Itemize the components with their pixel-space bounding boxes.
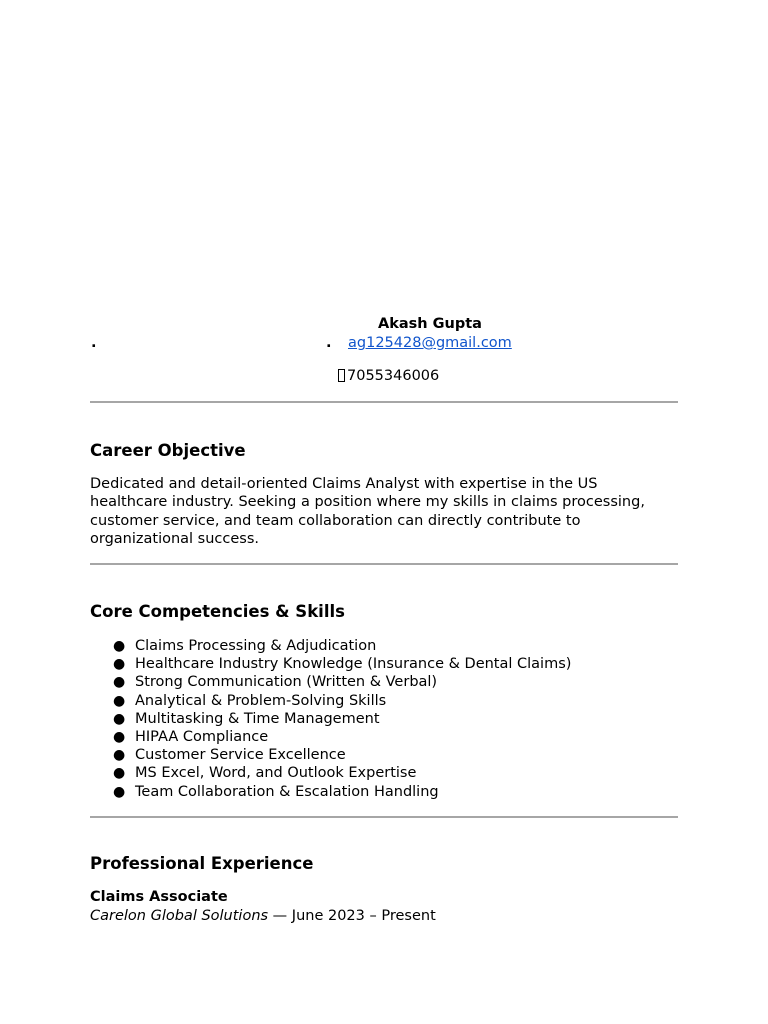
section-title-experience: Professional Experience	[90, 854, 314, 873]
list-item: ● MS Excel, Word, and Outlook Expertise	[113, 765, 417, 782]
job-meta	[90, 908, 436, 924]
bullet-icon: ●	[113, 783, 126, 800]
company-name: Carelon Global Solutions	[90, 908, 269, 924]
bullet-icon: ●	[113, 638, 126, 654]
list-item: ● Strong Communication (Written & Verbal)	[113, 674, 438, 691]
phone-text: 7055346006	[347, 368, 440, 384]
bullet-icon: ●	[113, 692, 126, 709]
list-item: ● Team Collaboration & Escalation Handling	[113, 783, 439, 800]
bullet-icon: ●	[113, 728, 126, 745]
candidate-name: Akash Gupta	[378, 316, 482, 332]
list-item: ● Multitasking & Time Management	[113, 710, 380, 727]
contact-row	[90, 335, 678, 355]
divider	[90, 401, 678, 403]
divider	[90, 816, 678, 818]
separator-dot: .	[91, 335, 97, 351]
list-item: ● Analytical & Problem-Solving Skills	[113, 692, 387, 709]
job-dates: June 2023 – Present	[291, 908, 436, 924]
separator-dot: .	[326, 335, 332, 351]
phone-icon	[338, 369, 345, 382]
skills-list	[113, 637, 571, 801]
email-link[interactable]: ag125428@gmail.com	[348, 335, 512, 351]
divider	[90, 563, 678, 565]
job-separator: —	[268, 908, 292, 924]
bullet-icon: ●	[113, 674, 126, 691]
job-title: Claims Associate	[90, 889, 228, 905]
career-objective-text: Dedicated and detail-oriented Claims Analyst with expertise in the US healthcare industry. Seeking a position where my skills in claims processing, customer service, and team collaboration can directly contribute to organizational success.	[90, 476, 645, 547]
list-item: ● Customer Service Excellence	[113, 747, 346, 764]
bullet-icon: ●	[113, 747, 126, 764]
resume-page	[90, 0, 678, 1024]
bullet-icon: ●	[113, 710, 126, 727]
list-item: ● HIPAA Compliance	[113, 728, 269, 745]
list-item: ● Claims Processing & Adjudication	[113, 638, 377, 654]
phone-number	[338, 368, 439, 384]
section-title-skills: Core Competencies & Skills	[90, 602, 345, 621]
list-item: ● Healthcare Industry Knowledge (Insurance & Dental Claims)	[113, 656, 572, 673]
bullet-icon: ●	[113, 765, 126, 782]
section-title-career-objective: Career Objective	[90, 441, 246, 460]
bullet-icon: ●	[113, 656, 126, 673]
